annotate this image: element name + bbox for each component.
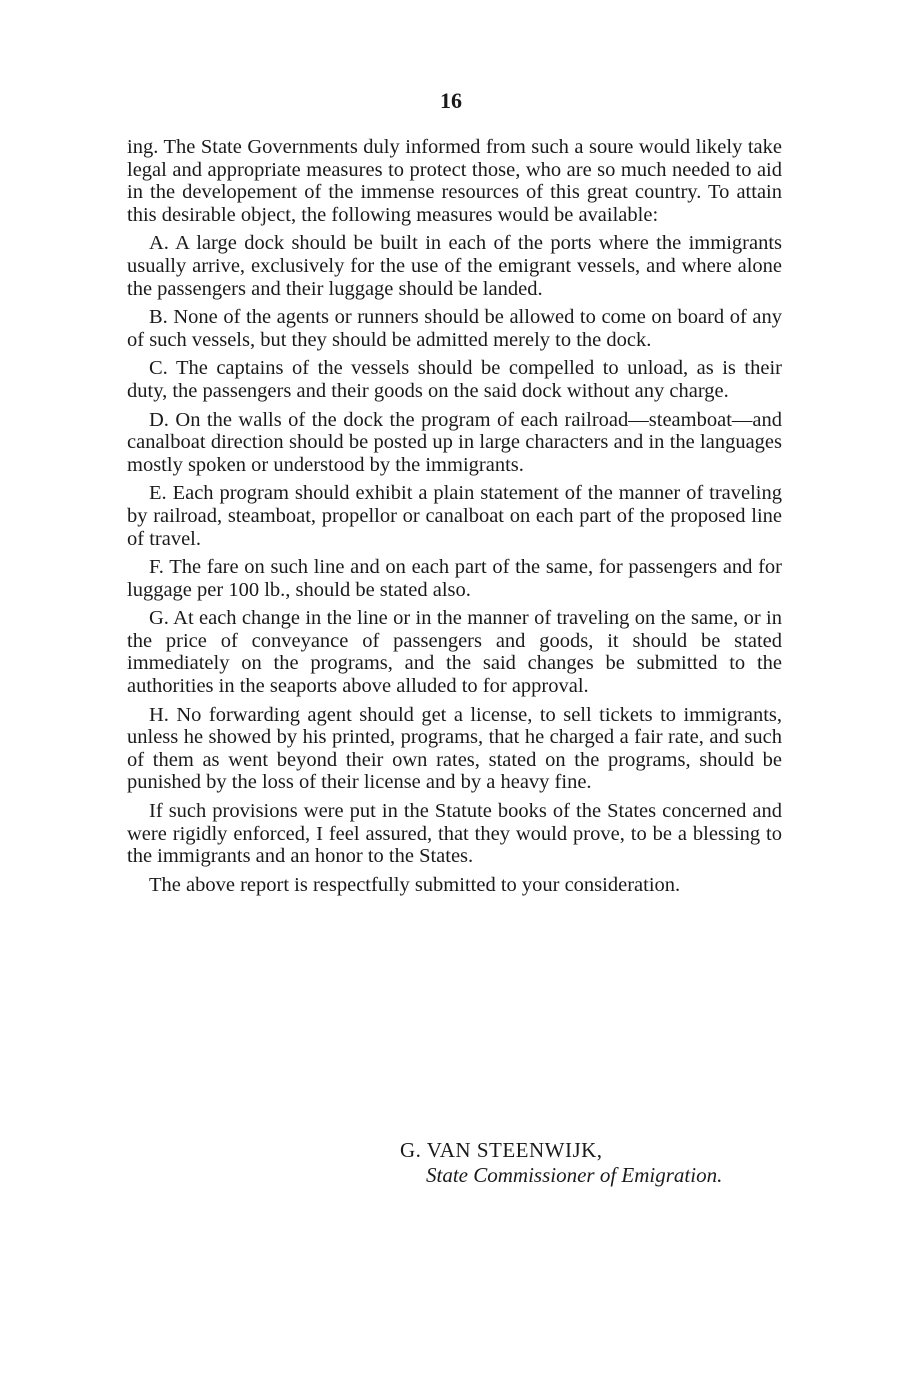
paragraph-measure-h: H. No forwarding agent should get a license, to sell tickets to immigrants, unless he showed by his printed, programs, that he charged a fair rate, and such of them as went beyond their own rates, stated on the programs, should be punished by the loss of their license and by a heavy fine. [127,703,782,794]
signatory-title: State Commissioner of Emigration. [426,1163,723,1187]
paragraph-measure-e: E. Each program should exhibit a plain statement of the manner of traveling by railroad, steamboat, propellor or canalboat on each part of the proposed line of travel. [127,482,782,550]
paragraph-measure-f: F. The fare on such line and on each part of the same, for passengers and for luggage per 100 lb., should be stated also. [127,556,782,601]
page-number: 16 [440,88,462,113]
signature-block [400,1138,800,1188]
paragraph-measure-c: C. The captains of the vessels should be compelled to unload, as is their duty, the passengers and their goods on the said dock without any charge. [127,357,782,402]
signatory-name: G. VAN STEENWIJK, [400,1138,603,1162]
paragraph-measure-d: D. On the walls of the dock the program of each railroad—steamboat—and canalboat direction should be posted up in large characters and in the languages mostly spoken or understood by the immigrants. [127,408,782,476]
paragraph-conclusion: If such provisions were put in the Statute books of the States concerned and were rigidly enforced, I feel assured, that they would prove, to be a blessing to the immigrants and an honor to the States. [127,800,782,868]
body-text [127,136,782,902]
paragraph-continuation: ing. The State Governments duly informed from such a soure would likely take legal and appropriate measures to protect those, who are so much needed to aid in the developement of the immense resources of this great country. To attain this desirable object, the following measures would be available: [127,136,782,226]
paragraph-measure-g: G. At each change in the line or in the manner of traveling on the same, or in the price of conveyance of passengers and goods, it should be stated immediately on the programs, and the said changes be submitted to the authorities in the seaports above alluded to for approval. [127,607,782,698]
paragraph-measure-b: B. None of the agents or runners should be allowed to come on board of any of such vessels, but they should be admitted merely to the dock. [127,306,782,351]
paragraph-measure-a: A. A large dock should be built in each of the ports where the immigrants usually arrive, exclusively for the use of the emigrant vessels, and where alone the passengers and their luggage should be landed. [127,232,782,300]
paragraph-submission: The above report is respectfully submitted to your consideration. [149,873,681,896]
